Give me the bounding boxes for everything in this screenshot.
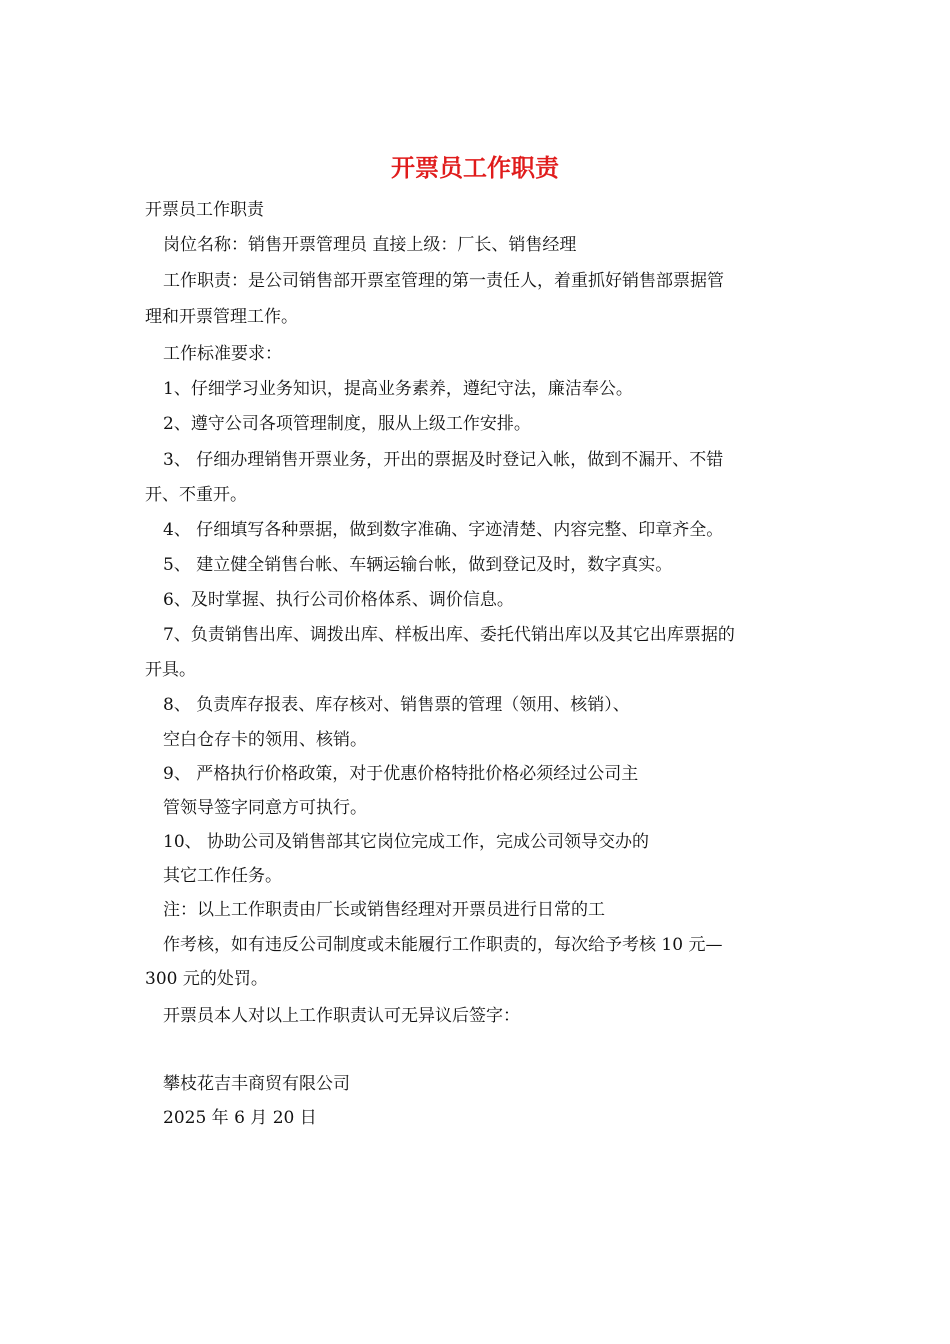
company-name: 攀枝花吉丰商贸有限公司 [163,1074,350,1094]
list-item: 3、 仔细办理销售开票业务，开出的票据及时登记入帐，做到不漏开、不错 [163,450,724,470]
list-item: 空白仓存卡的领用、核销。 [163,730,367,750]
document-date: 2025 年 6 月 20 日 [163,1108,317,1128]
document-title: 开票员工作职责 [391,153,559,182]
list-item: 6、及时掌握、执行公司价格体系、调价信息。 [163,590,514,610]
list-item: 9、 严格执行价格政策，对于优惠价格特批价格必须经过公司主 [163,764,639,784]
list-item: 其它工作任务。 [163,866,282,886]
list-item: 8、 负责库存报表、库存核对、销售票的管理（领用、核销）、 [163,695,630,715]
list-item: 7、负责销售出库、调拨出库、样板出库、委托代销出库以及其它出库票据的 [163,625,735,645]
document-subtitle: 开票员工作职责 [145,200,264,220]
list-item: 10、 协助公司及销售部其它岗位完成工作，完成公司领导交办的 [163,832,650,852]
standards-heading: 工作标准要求： [163,344,282,364]
list-item: 1、仔细学习业务知识，提高业务素养，遵纪守法，廉洁奉公。 [163,379,633,399]
duty-line-1: 工作职责：是公司销售部开票室管理的第一责任人，着重抓好销售部票据管 [163,271,724,291]
duty-line-2: 理和开票管理工作。 [145,307,298,327]
list-item: 2、遵守公司各项管理制度，服从上级工作安排。 [163,414,531,434]
note-line-1: 注：以上工作职责由厂长或销售经理对开票员进行日常的工 [163,900,605,920]
list-item: 开、不重开。 [145,485,247,505]
sign-line: 开票员本人对以上工作职责认可无异议后签字： [163,1006,520,1026]
note-line-3: 300 元的处罚。 [145,969,268,989]
list-item: 4、 仔细填写各种票据，做到数字准确、字迹清楚、内容完整、印章齐全。 [163,520,724,540]
note-line-2: 作考核，如有违反公司制度或未能履行工作职责的，每次给予考核 10 元— [163,935,723,955]
list-item: 管领导签字同意方可执行。 [163,798,367,818]
position-line: 岗位名称：销售开票管理员 直接上级：厂长、销售经理 [163,235,577,255]
list-item: 开具。 [145,660,196,680]
list-item: 5、 建立健全销售台帐、车辆运输台帐，做到登记及时，数字真实。 [163,555,673,575]
